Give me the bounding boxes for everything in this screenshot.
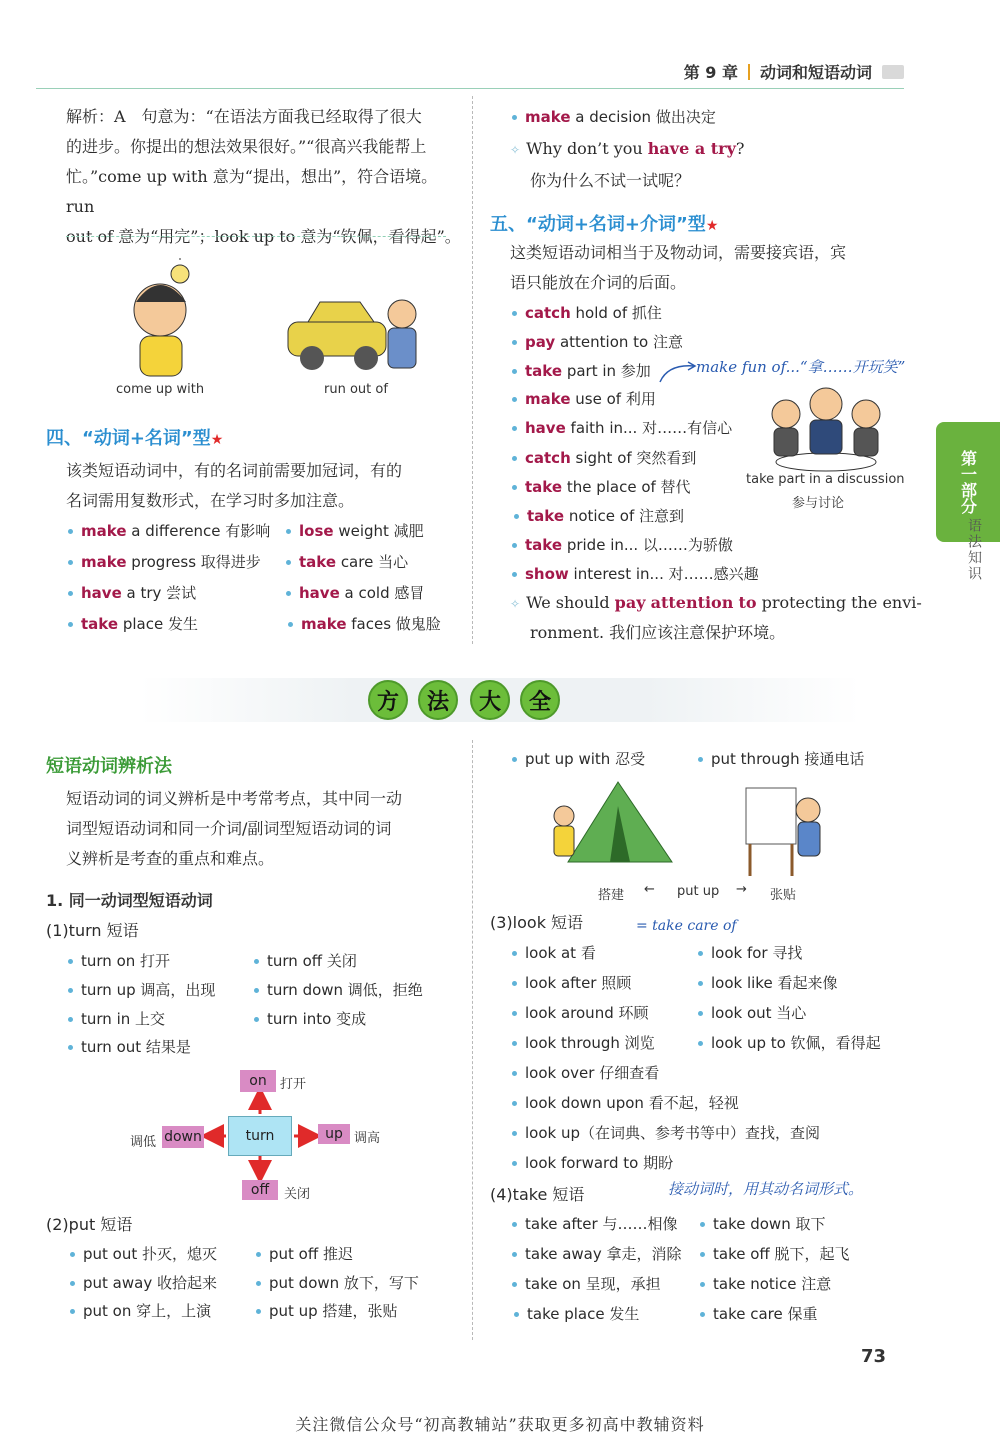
diagram-label: 调低 [130, 1135, 157, 1150]
chapter-header [684, 60, 904, 83]
list-item: make progress 取得进步 [68, 551, 261, 573]
list-item: have a cold 感冒 [286, 582, 424, 604]
list-item: lose weight 减肥 [286, 520, 424, 542]
list-item: have faith in... 对……有信心 [512, 417, 732, 439]
intro-line: 语只能放在介词的后面。 [510, 273, 687, 292]
list-item: take part in 参加 [512, 360, 651, 382]
list-item: look at 看 [512, 942, 596, 964]
diagram-off: off [242, 1180, 278, 1200]
turn-title: (1)turn 短语 [46, 921, 139, 940]
column-divider-bottom [472, 740, 473, 1340]
diagram-center: turn [228, 1116, 292, 1156]
list-item: look up to 钦佩，看得起 [698, 1032, 881, 1054]
list-item: take down 取下 [700, 1213, 825, 1235]
list-item: pay attention to 注意 [512, 331, 683, 353]
page-number: 73 [860, 1346, 886, 1367]
section-4-intro [66, 456, 462, 516]
list-item: put on 穿上，上演 [70, 1300, 211, 1322]
star-icon: ★ [210, 432, 224, 448]
chapter-title: 动词和短语动词 [759, 63, 872, 82]
list-item: look like 看起来像 [698, 972, 837, 994]
list-item: make use of 利用 [512, 388, 656, 410]
section-4-title: 四、“动词+名词”型★ [46, 428, 224, 449]
image-caption: 参与讨论 [792, 496, 845, 511]
explanation-line: 的进步。你提出的想法效果很好。”“很高兴我能帮上 [66, 137, 427, 156]
discussion-illustration [766, 384, 886, 472]
list-item: turn down 调低，拒绝 [254, 979, 423, 1001]
list-item: put off 推迟 [256, 1243, 353, 1265]
intro-line: 词型短语动词和同一介词/副词型短语动词的词 [66, 819, 392, 838]
list-item: put away 收拾起来 [70, 1272, 217, 1294]
banner-char: 大 [470, 680, 510, 720]
chapter-number: 第 9 章 [683, 63, 738, 82]
star-icon: ★ [705, 218, 719, 234]
diagram-label: 关闭 [284, 1187, 311, 1202]
tent-illustration [548, 776, 678, 872]
list-item: turn on 打开 [68, 950, 170, 972]
list-item: look around 环顾 [512, 1002, 649, 1024]
list-item: look for 寻找 [698, 942, 802, 964]
explanation-line: 解析：A 句意为：“在语法方面我已经取得了很大 [66, 107, 422, 126]
handwritten-note: 接动词时，用其动名词形式。 [668, 1180, 864, 1198]
diagram-down: down [162, 1126, 204, 1148]
header-decoration-icon [882, 65, 904, 79]
image-caption: run out of [324, 382, 388, 397]
section-5-title: 五、“动词+名词+介词”型★ [490, 214, 719, 235]
list-item: turn up 调高，出现 [68, 979, 215, 1001]
list-item: take notice 注意 [700, 1273, 831, 1295]
image-caption: 张贴 [770, 888, 797, 903]
list-item: look up（在词典、参考书等中）查找，查阅 [512, 1122, 820, 1144]
list-item: take off 脱下，起飞 [700, 1243, 850, 1265]
image-caption: 搭建 [598, 888, 625, 903]
image-caption: take part in a discussion [746, 472, 905, 487]
intro-line: 这类短语动词相当于及物动词，需要接宾语，宾 [510, 243, 847, 262]
part-tab: 第一部分 [936, 422, 1000, 542]
image-caption: come up with [116, 382, 205, 397]
handwritten-note: = take care of [636, 918, 737, 934]
method-intro [66, 784, 462, 874]
list-item: look forward to 期盼 [512, 1152, 673, 1174]
list-item: take on 呈现，承担 [512, 1273, 661, 1295]
list-item: look down upon 看不起，轻视 [512, 1092, 739, 1114]
list-item: put through 接通电话 [698, 748, 864, 770]
example-sentence-cont: ronment. 我们应该注意保护环境。 [530, 623, 786, 642]
explanation-block [66, 102, 462, 252]
list-item: catch sight of 突然看到 [512, 447, 696, 469]
image-caption: put up [677, 884, 720, 899]
list-item: make a difference 有影响 [68, 520, 270, 542]
list-item: take place 发生 [514, 1303, 639, 1325]
section-5-intro [510, 238, 904, 298]
arrow-right-icon: → [736, 882, 747, 897]
part-subtitle: 语法知识 [966, 518, 982, 582]
handwritten-note: make fun of...“拿……开玩笑” [696, 358, 906, 376]
list-item: take after 与……相像 [512, 1213, 677, 1235]
come-up-with-illustration [110, 258, 220, 382]
list-item: have a try 尝试 [68, 582, 196, 604]
banner-char: 方 [368, 680, 408, 720]
list-item: look through 浏览 [512, 1032, 655, 1054]
diagram-on: on [240, 1070, 276, 1092]
intro-line: 义辨析是考查的重点和难点。 [66, 849, 275, 868]
diagram-label: 打开 [280, 1077, 307, 1092]
list-item: catch hold of 抓住 [512, 302, 662, 324]
subheading: 1. 同一动词型短语动词 [46, 891, 213, 910]
footer-note: 关注微信公众号“初高教辅站”获取更多初高中教辅资料 [295, 1415, 705, 1434]
intro-line: 名词需用复数形式，在学习时多加注意。 [66, 491, 355, 510]
list-item: put down 放下，写下 [256, 1272, 419, 1294]
list-item: turn out 结果是 [68, 1036, 191, 1058]
method-title: 短语动词辨析法 [46, 756, 172, 777]
list-item: take away 拿走，消除 [512, 1243, 682, 1265]
example-sentence: ✧ We should pay attention to protecting the envi- [510, 593, 922, 612]
intro-line: 短语动词的词义辨析是中考常考点，其中同一动 [66, 789, 403, 808]
dashed-divider [66, 236, 446, 237]
list-item: look after 照顾 [512, 972, 631, 994]
column-divider-top [472, 96, 473, 644]
explanation-line: 忙。”come up with 意为“提出，想出”，符合语境。run [66, 167, 438, 216]
list-item: take notice of 注意到 [514, 505, 684, 527]
run-out-of-illustration [284, 292, 424, 376]
diagram-label: 调高 [354, 1131, 381, 1146]
banner-char: 全 [520, 680, 560, 720]
list-item: make faces 做鬼脸 [288, 613, 441, 635]
list-item: turn in 上交 [68, 1008, 165, 1030]
list-item: take place 发生 [68, 613, 198, 635]
diagram-up: up [318, 1124, 350, 1144]
list-item: take care 保重 [700, 1303, 818, 1325]
put-title: (2)put 短语 [46, 1215, 133, 1234]
list-item: look out 当心 [698, 1002, 806, 1024]
list-item: take the place of 替代 [512, 476, 691, 498]
example-sentence: ✧ Why don’t you have a try? [510, 139, 745, 158]
arrow-left-icon: ← [644, 882, 655, 897]
list-item: turn into 变成 [254, 1008, 366, 1030]
list-item: put out 扑灭，熄灭 [70, 1243, 217, 1265]
list-item: put up with 忍受 [512, 748, 645, 770]
banner-char: 法 [418, 680, 458, 720]
header-divider [748, 64, 750, 80]
intro-line: 该类短语动词中，有的名词前需要加冠词，有的 [66, 461, 403, 480]
list-item: make a decision 做出决定 [512, 106, 716, 128]
look-title: (3)look 短语 [490, 913, 584, 932]
list-item: turn off 关闭 [254, 950, 357, 972]
note-arrow-icon [658, 360, 698, 386]
take-title: (4)take 短语 [490, 1185, 585, 1204]
explanation-line: out of 意为“用完”；look up to 意为“钦佩，看得起”。 [66, 227, 461, 246]
notice-board-illustration [738, 782, 838, 878]
list-item: take care 当心 [286, 551, 408, 573]
header-rule [36, 88, 904, 89]
list-item: show interest in... 对……感兴趣 [512, 563, 759, 585]
example-translation: 你为什么不试一试呢？ [530, 171, 691, 190]
list-item: look over 仔细查看 [512, 1062, 659, 1084]
list-item: take pride in... 以……为骄傲 [512, 534, 733, 556]
list-item: put up 搭建，张贴 [256, 1300, 397, 1322]
